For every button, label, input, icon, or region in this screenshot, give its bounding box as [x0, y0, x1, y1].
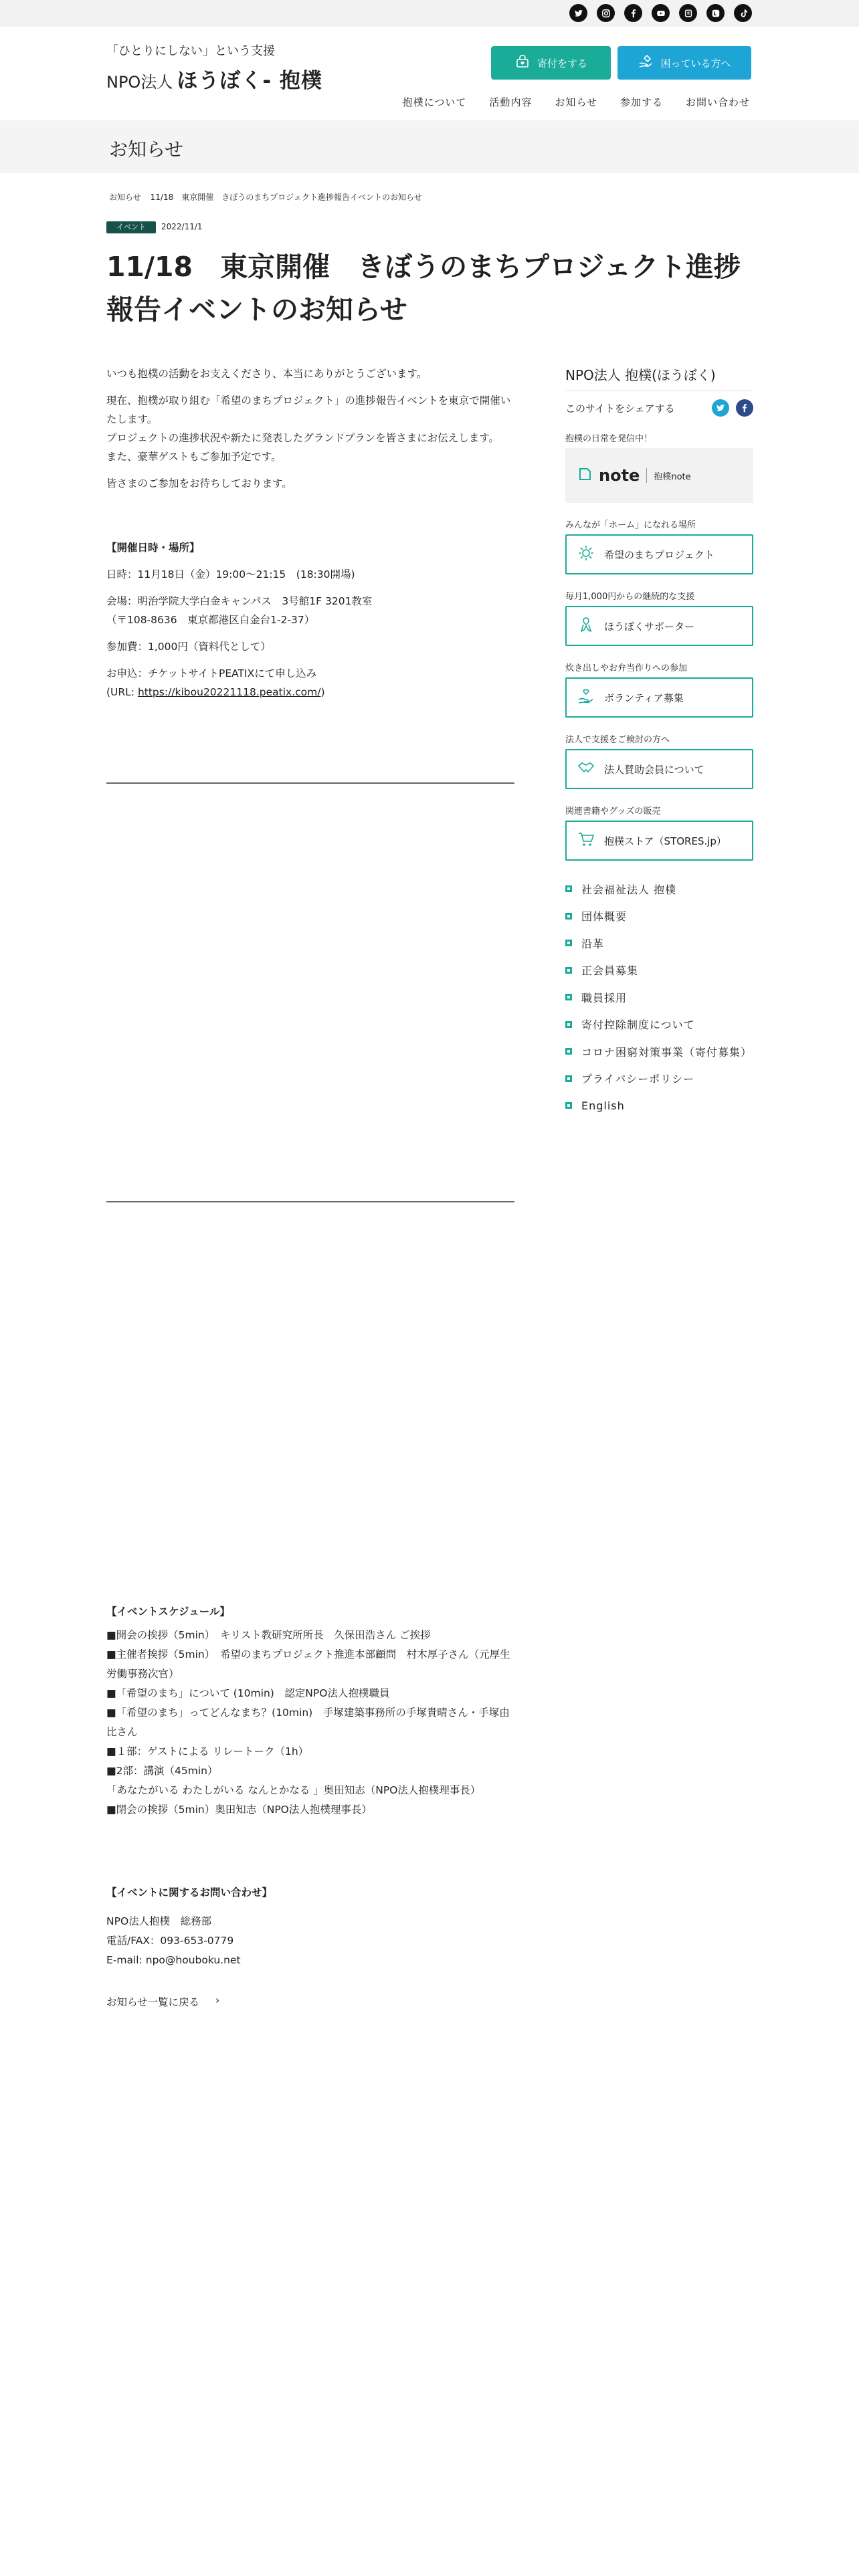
- contact-org: NPO法人抱樸 総務部: [106, 1915, 212, 1927]
- corporate-member-button[interactable]: [565, 749, 753, 789]
- nav-item-join[interactable]: 参加する: [619, 96, 663, 108]
- nav-item-about[interactable]: 抱樸について: [402, 96, 467, 108]
- facebook-icon[interactable]: [624, 4, 642, 22]
- nav-item-contact[interactable]: お問い合わせ: [685, 96, 750, 108]
- page-title: お知らせ: [109, 138, 184, 160]
- top-bar: [0, 0, 859, 27]
- divider-top: [106, 782, 514, 784]
- site-logo[interactable]: [106, 64, 322, 94]
- schedule-item: ■閉会の挨拶（5min）奥田知志（NPO法人抱樸理事長）: [106, 1804, 372, 1816]
- category-badge[interactable]: イベント: [106, 221, 156, 233]
- share-row: [565, 399, 753, 417]
- note-icon[interactable]: [679, 4, 697, 22]
- note-banner[interactable]: [565, 448, 753, 503]
- sidebar-org-name: NPO法人 抱樸(ほうぼく): [565, 364, 753, 391]
- share-twitter-icon[interactable]: [712, 399, 729, 417]
- button-label: ボランティア募集: [604, 691, 684, 704]
- sidebar-caption: 毎月1,000円からの継続的な支援: [565, 592, 695, 602]
- button-label: 法人賛助会員について: [604, 763, 704, 776]
- volunteer-button[interactable]: [565, 677, 753, 718]
- sidebar-link[interactable]: 寄付控除制度について: [565, 1011, 753, 1039]
- contact-email: E-mail: npo@houboku.net: [106, 1954, 241, 1966]
- event-venue: [106, 592, 514, 629]
- intro-greeting: いつも抱樸の活動をお支えくださり、本当にありがとうございます。: [106, 368, 427, 380]
- kibou-project-button[interactable]: [565, 534, 753, 574]
- sidebar-link[interactable]: 正会員募集: [565, 957, 753, 984]
- breadcrumb-news[interactable]: お知らせ: [109, 193, 141, 202]
- breadcrumb: [109, 191, 422, 203]
- sidebar-link[interactable]: English: [565, 1092, 753, 1119]
- logo-name: ほうぼく- 抱樸: [177, 69, 322, 93]
- url-suffix: ): [320, 686, 325, 698]
- tiktok-icon[interactable]: [734, 4, 752, 22]
- global-nav: [403, 95, 750, 109]
- button-label: ほうぼくサポーター: [604, 620, 695, 633]
- schedule-item: ■2部：講演（45min）: [106, 1765, 218, 1777]
- schedule-item: ■１部：ゲストによる リレートーク（1h）: [106, 1745, 309, 1757]
- intro-line-3: また、豪華ゲストもご参加予定です。: [106, 451, 282, 463]
- store-button[interactable]: [565, 821, 753, 861]
- breadcrumb-current: 11/18 東京開催 きぼうのまちプロジェクト進捗報告イベントのお知らせ: [150, 193, 422, 202]
- intro-line-1: 現在、抱樸が取り組む「希望のまちプロジェクト」の進捗報告イベントを東京で開催いたします。: [106, 395, 511, 425]
- nav-item-activities[interactable]: 活動内容: [489, 96, 533, 108]
- button-label: 希望のまちプロジェクト: [604, 548, 714, 561]
- square-bullet-icon: [565, 994, 572, 1000]
- cart-icon: [577, 831, 595, 851]
- hand-heart-icon: [577, 687, 595, 708]
- article-title: 11/18 東京開催 きぼうのまちプロジェクト進捗報告イベントのお知らせ: [106, 251, 741, 326]
- contact-heading: 【イベントに関するお問い合わせ】: [106, 1887, 273, 1899]
- sidebar-caption: 法人で支援をご検討の方へ: [565, 735, 670, 745]
- sidebar-links: [565, 875, 753, 1119]
- schedule-heading: 【イベントスケジュール】: [106, 1606, 230, 1618]
- square-bullet-icon: [565, 885, 572, 892]
- square-bullet-icon: [565, 940, 572, 946]
- contact-phone: 電話/FAX：093-653-0779: [106, 1935, 234, 1947]
- sidebar-link[interactable]: 沿革: [565, 930, 753, 957]
- note-text: 抱樸note: [654, 471, 691, 482]
- line-icon[interactable]: [706, 4, 725, 22]
- event-contact: [106, 1883, 514, 1970]
- sidebar-caption: 関連書籍やグッズの販売: [565, 807, 661, 817]
- sidebar: [565, 364, 753, 1119]
- helping-hand-icon: [638, 53, 654, 72]
- donate-box-icon: [514, 53, 531, 72]
- instagram-icon[interactable]: [597, 4, 615, 22]
- help-button[interactable]: [617, 46, 751, 80]
- site-tagline: 「ひとりにしない」という支援: [106, 44, 275, 58]
- square-bullet-icon: [565, 1048, 572, 1055]
- schedule-item: ■「希望のまち」について (10min) 認定NPO法人抱樸職員: [106, 1687, 390, 1699]
- donate-button[interactable]: [491, 46, 611, 80]
- nav-item-news[interactable]: お知らせ: [555, 96, 597, 108]
- sidebar-link[interactable]: プライバシーポリシー: [565, 1065, 753, 1093]
- sidebar-link[interactable]: 社会福祉法人 抱樸: [565, 875, 753, 903]
- sidebar-link[interactable]: 団体概要: [565, 903, 753, 930]
- donate-label: 寄付をする: [537, 57, 587, 70]
- intro-closing: 皆さまのご参加をお待ちしております。: [106, 477, 292, 490]
- ribbon-icon: [577, 616, 595, 636]
- back-to-news-link[interactable]: [106, 1994, 219, 2009]
- schedule-item: 「あなたがいる わたしがいる なんとかなる 」奥田知志（NPO法人抱樸理事長）: [106, 1784, 481, 1796]
- apply-line: お申込：チケットサイトPEATIXにて申し込み: [106, 667, 317, 679]
- square-bullet-icon: [565, 1102, 572, 1109]
- youtube-icon[interactable]: [652, 4, 670, 22]
- button-label: 抱樸ストア（STORES.jp）: [604, 835, 727, 847]
- schedule-item: ■「希望のまち」ってどんなまち？(10min) 手塚建築事務所の手塚貴晴さん・手塚由比さん: [106, 1707, 510, 1738]
- sidebar-link[interactable]: コロナ困窮対策事業（寄付募集）: [565, 1038, 753, 1065]
- square-bullet-icon: [565, 967, 572, 974]
- social-links: [569, 4, 752, 22]
- sidebar-caption: みんなが「ホーム」になれる場所: [565, 520, 696, 530]
- event-apply: [106, 664, 514, 702]
- square-bullet-icon: [565, 1075, 572, 1082]
- peatix-link[interactable]: https://kibou20221118.peatix.com/: [137, 686, 321, 698]
- schedule-item: ■主催者挨拶（5min） 希望のまちプロジェクト推進本部顧問 村木厚子さん（元厚生労働事務次官）: [106, 1648, 510, 1680]
- share-label: このサイトをシェアする: [565, 402, 675, 415]
- square-bullet-icon: [565, 1021, 572, 1028]
- twitter-icon[interactable]: [569, 4, 587, 22]
- details-heading: 【開催日時・場所】: [106, 542, 200, 554]
- note-logo-icon: [577, 467, 592, 484]
- event-schedule: [106, 1602, 514, 1820]
- share-facebook-icon[interactable]: [736, 399, 753, 417]
- address-line: （〒108-8636 東京都港区白金台1-2-37）: [106, 614, 315, 626]
- note-caption: 抱樸の日常を発信中！: [565, 434, 653, 444]
- supporter-button[interactable]: [565, 606, 753, 646]
- sidebar-caption: 炊き出しやお弁当作りへの参加: [565, 663, 688, 673]
- url-prefix: (URL:: [106, 686, 138, 698]
- back-label: お知らせ一覧に戻る: [106, 1996, 200, 2008]
- page-title-band: [0, 120, 859, 173]
- venue-line: 会場：明治学院大学白金キャンパス 3号館1F 3201教室: [106, 595, 373, 607]
- article-body: [106, 364, 514, 710]
- event-fee: 参加費：1,000円（資料代として）: [106, 641, 271, 653]
- help-label: 困っている方へ: [660, 57, 731, 70]
- intro-paragraph: [106, 391, 514, 466]
- logo-org: NPO法人: [106, 73, 173, 92]
- event-datetime: 日時：11月18日（金）19:00〜21:15 (18:30開場): [106, 568, 355, 580]
- divider-bottom: [106, 1201, 514, 1202]
- chevron-right-icon: ›: [215, 1994, 220, 2006]
- schedule-item: ■開会の挨拶（5min） キリスト教研究所所長 久保田浩さん ご挨拶: [106, 1629, 431, 1641]
- handshake-icon: [577, 759, 595, 779]
- sun-icon: [577, 544, 595, 564]
- intro-line-2: プロジェクトの進捗状況や新たに発表したグランドプランを皆さまにお伝えします。: [106, 432, 499, 444]
- square-bullet-icon: [565, 913, 572, 920]
- post-date: 2022/11/1: [161, 222, 203, 231]
- sidebar-link[interactable]: 職員採用: [565, 984, 753, 1011]
- note-logo-text: note: [599, 466, 640, 485]
